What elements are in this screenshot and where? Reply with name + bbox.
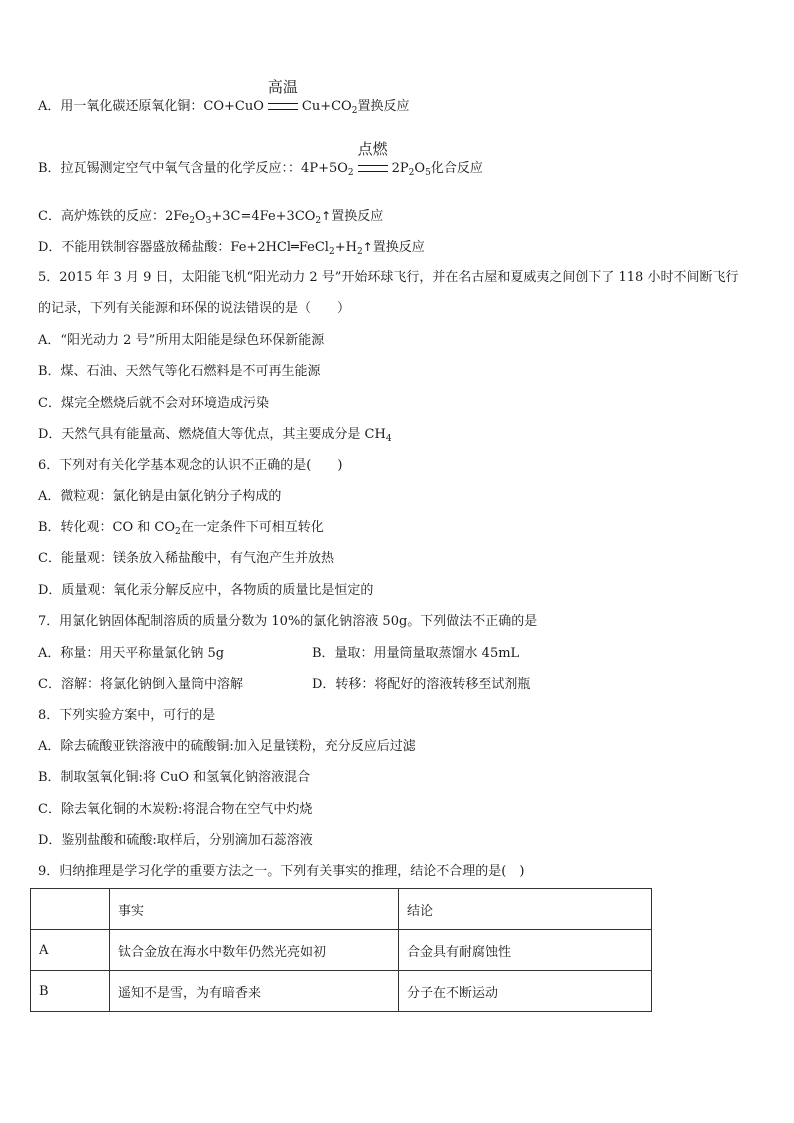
gas-arrow-icon: ↑ <box>321 209 332 223</box>
subscript: 2 <box>351 106 358 116</box>
gas-arrow-icon: ↑ <box>362 240 373 254</box>
q8-option-d: D．鉴别盐酸和硫酸:取样后，分别滴加石蕊溶液 <box>38 833 313 848</box>
q5-stem-line2: 的记录，下列有关能源和环保的说法错误的是（ ） <box>38 301 351 316</box>
reaction-condition: 点燃 <box>357 139 388 158</box>
q6-option-a: A．微粒观：氯化钠是由氯化钠分子构成的 <box>38 489 282 504</box>
q5-option-a: A．“阳光动力 2 号”所用太阳能是绿色环保新能源 <box>38 333 325 348</box>
subscript: 2 <box>356 247 363 257</box>
q5-stem-line1: 5．2015 年 3 月 9 日，太阳能飞机“阳光动力 2 号”开始环球飞行，并在名古屋和夏威夷之间创下了 118 小时不间断飞行 <box>38 270 739 285</box>
q4-c-text: C．高炉炼铁的反应：2Fe <box>38 209 190 224</box>
q5-option-c: C．煤完全燃烧后就不会对环境造成污染 <box>38 396 269 411</box>
q6-option-d: D．质量观：氧化汞分解反应中，各物质的质量比是恒定的 <box>38 583 374 598</box>
table-cell: A <box>31 930 110 971</box>
q7-option-a: A．称量：用天平称量氯化钠 5g <box>38 646 225 661</box>
table-cell: 钛合金放在海水中数年仍然光亮如初 <box>110 930 399 971</box>
reaction-type: 置换反应 <box>372 240 425 255</box>
reaction-type: 化合反应 <box>430 161 483 176</box>
q4-b-rhs: O <box>414 161 426 176</box>
q7-option-b: B．量取：用量筒量取蒸馏水 45mL <box>312 646 520 661</box>
table-header-cell: 结论 <box>399 889 652 930</box>
q5-option-b: B．煤、石油、天然气等化石燃料是不可再生能源 <box>38 364 321 379</box>
q4-option-d <box>38 238 425 257</box>
q6-b-text: B．转化观：CO 和 CO <box>38 520 176 535</box>
q4-a-text: A．用一氧化碳还原氧化铜：CO+CuO <box>38 99 264 114</box>
reaction-type: 置换反应 <box>357 99 410 114</box>
subscript: 3 <box>205 216 212 226</box>
subscript: 5 <box>425 168 431 178</box>
subscript: 2 <box>175 527 181 537</box>
q4-d-text: +H <box>334 240 357 255</box>
q8-option-b: B．制取氢氧化铜:将 CuO 和氢氧化钠溶液混合 <box>38 770 311 785</box>
q6-option-b <box>38 519 324 537</box>
reaction-condition: 高温 <box>267 77 298 96</box>
q8-option-c: C．除去氧化铜的木炭粉:将混合物在空气中灼烧 <box>38 802 313 817</box>
subscript: 2 <box>315 216 322 226</box>
q4-c-text: O <box>194 209 206 224</box>
q9-table <box>30 888 652 1012</box>
q6-b-text: 在一定条件下可相互转化 <box>180 520 324 535</box>
table-header-cell <box>31 889 110 930</box>
q7-option-d: D．转移：将配好的溶液转移至试剂瓶 <box>312 677 531 692</box>
q7-option-c: C．溶解：将氯化钠倒入量筒中溶解 <box>38 677 243 692</box>
q5-option-d <box>38 426 392 444</box>
subscript: 2 <box>347 168 354 178</box>
reaction-condition-equals <box>267 77 298 114</box>
q8-option-a: A．除去硫酸亚铁溶液中的硫酸铜:加入足量镁粉，充分反应后过滤 <box>38 739 416 754</box>
q4-a-rhs: Cu+CO <box>301 99 352 114</box>
q4-d-text: D．不能用铁制容器盛放稀盐酸：Fe+2HCl═FeCl <box>38 240 329 255</box>
q4-option-a <box>38 77 410 116</box>
q4-b-text: B．拉瓦锡测定空气中氧气含量的化学反应：：4P+5O <box>38 161 348 176</box>
q4-b-rhs: 2P <box>391 161 409 176</box>
q9-stem: 9．归纳推理是学习化学的重要方法之一。下列有关事实的推理，结论不合理的是( ) <box>38 864 525 879</box>
table-row <box>31 930 652 971</box>
table-cell: 合金具有耐腐蚀性 <box>399 930 652 971</box>
table-cell: 遥知不是雪，为有暗香来 <box>110 971 399 1012</box>
q6-option-c: C．能量观：镁条放入稀盐酸中，有气泡产生并放热 <box>38 551 334 566</box>
table-row <box>31 971 652 1012</box>
q6-stem: 6．下列对有关化学基本观念的认识不正确的是( ) <box>38 458 343 473</box>
table-header-row <box>31 889 652 930</box>
equals-bars <box>268 103 298 110</box>
table-cell: 分子在不断运动 <box>399 971 652 1012</box>
q8-stem: 8．下列实验方案中，可行的是 <box>38 708 216 723</box>
reaction-condition-equals <box>357 139 388 176</box>
subscript: 2 <box>328 247 335 257</box>
reaction-type: 置换反应 <box>331 209 384 224</box>
equals-bars <box>358 165 388 172</box>
subscript: 4 <box>385 434 392 444</box>
table-header-cell: 事实 <box>110 889 399 930</box>
table-cell: B <box>31 971 110 1012</box>
q4-option-c <box>38 207 383 226</box>
q5-d-text: D．天然气具有能量高、燃烧值大等优点，其主要成分是 CH <box>38 427 386 442</box>
subscript: 2 <box>408 168 415 178</box>
q4-c-text: +3C=4Fe+3CO <box>211 209 316 224</box>
q7-stem: 7．用氯化钠固体配制溶质的质量分数为 10%的氯化钠溶液 50g。下列做法不正确的是 <box>38 614 538 629</box>
q4-option-b <box>38 139 483 178</box>
subscript: 2 <box>189 216 195 226</box>
